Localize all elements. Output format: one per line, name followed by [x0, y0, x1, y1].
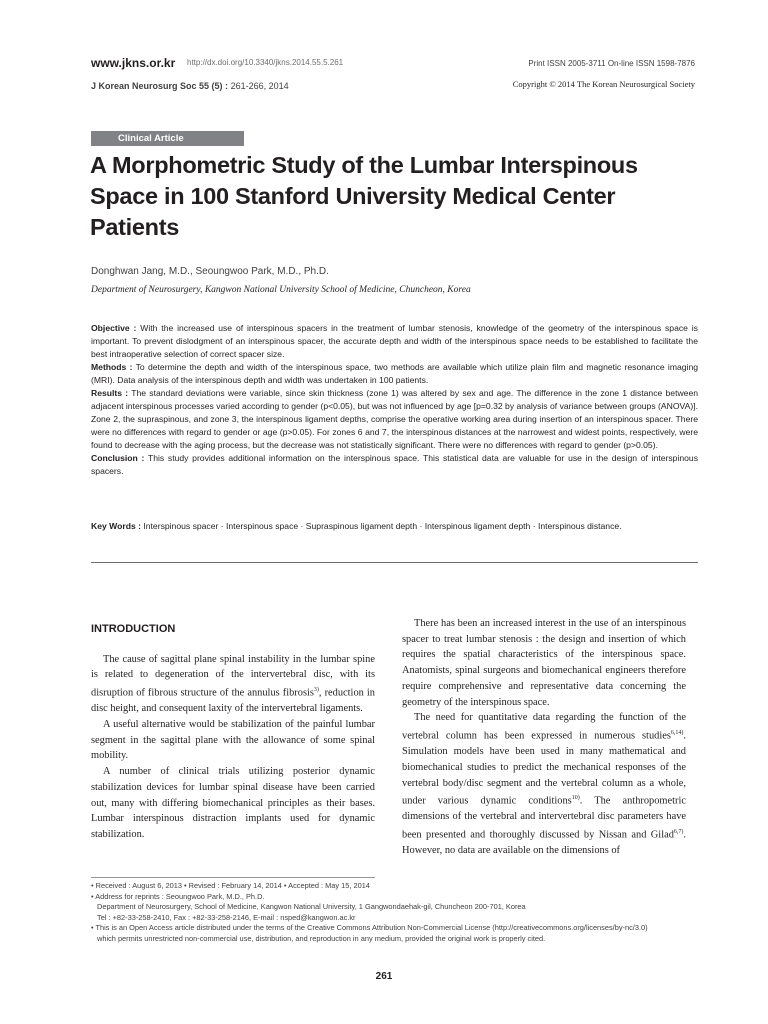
objective-label: Objective : [91, 323, 137, 333]
results-label: Results : [91, 388, 129, 398]
paragraph: A number of clinical trials utilizing posterior dynamic stabilization devices for lumbar spinal disease have been carried out, many with differing biomechanical principles as their bases. Lumbar interspinous distraction implants used for dynamic stabilization. [91, 766, 375, 840]
conclusion-text: This study provides additional information on the interspinous space. This statistical data are valuable for use in the design of interspinous spacers. [91, 453, 699, 476]
journal-name: J Korean Neurosurg Soc 55 (5) : [91, 81, 229, 91]
authors: Donghwan Jang, M.D., Seoungwoo Park, M.D., Ph.D. [91, 266, 329, 277]
article-title: A Morphometric Study of the Lumbar Interspinous Space in 100 Stanford University Medical Center Patients [90, 152, 638, 240]
footnote-license: • This is an Open Access article distributed under the terms of the Creative Commons Attribution Non-Commercial License (http://creativecommons.org/licenses/by-nc/3.0) [91, 923, 648, 933]
citation-ref[interactable]: 6,7) [673, 829, 684, 836]
abstract-objective [91, 322, 698, 361]
paragraph-text: The need for quantitative data regarding the function of the vertebral column has been expressed in numerous studies [402, 712, 686, 742]
article-type-badge: Clinical Article [91, 131, 244, 146]
methods-text: To determine the depth and width of the interspinous space, two methods are available which utilize plain film and magnetic resonance imaging (MRI). Data analysis of the interspinous depth and width was undertaken in 100 patients. [91, 362, 699, 385]
introduction-heading: INTRODUCTION [91, 623, 176, 635]
paragraph-text: . However, no data are available on the dimensions of [402, 829, 686, 857]
body-column-left [91, 616, 375, 843]
footnote-address: Department of Neurosurgery, School of Medicine, Kangwon National University, 1 Gangwondaehak-gil, Chuncheon 200-701, Korea [97, 902, 526, 912]
footnote-license-cont: which permits unrestricted non-commercial use, distribution, and reproduction in any medium, provided the original work is properly cited. [97, 933, 546, 943]
citation-ref[interactable]: 3) [313, 687, 319, 694]
objective-text: With the increased use of interspinous spacers in the treatment of lumbar stenosis, knowledge of the geometry of the interspinous space is important. To prevent dislodgment of an interspinous spacer, the accurate depth and width of the interspinous space needs to be established to facilitate the best intraoperative selection of correct spacer size. [91, 323, 698, 359]
paragraph-text: The cause of sagittal plane spinal instability in the lumbar spine is related to degeneration of the intervertebral disc, with its disruption of fibrous structure of the annulus fibrosis [91, 653, 375, 699]
footnote-divider [91, 877, 375, 878]
footnote-contact: Tel : +82-33-258-2410, Fax : +82-33-258-2146, E-mail : nsped@kangwon.ac.kr [97, 912, 356, 922]
results-text: The standard deviations were variable, since skin thickness (zone 1) was altered by sex and age. The difference in the zone 1 distance between adjacent interspinous processes varied according to gender (p<0.05), but was not influenced by age [p=0.32 by analysis of variance between groups (ANOVA)]. Zone 2, the supraspinous, and zone 3, the interspinous ligament depths, comprise the operative working area during insertion of an interspinous spacer. There were no differences with regard to gender or age (p>0.05). For zones 6 and 7, the interspinous distances at the narrowest and widest points, respectively, were found to decrease with the aging process, but the decrease was not statistically significant. There were no differences with regard to gender (p>0.05). [91, 388, 699, 450]
keywords-label: Key Words : [91, 521, 141, 531]
journal-citation [91, 81, 289, 91]
page-number: 261 [375, 971, 393, 982]
footnote-dates: • Received : August 6, 2013 • Revised : February 14, 2014 • Accepted : May 15, 2014 [91, 881, 370, 890]
abstract-results [91, 387, 698, 452]
footnotes [91, 881, 698, 945]
paragraph-text: . Simulation models have been used in many mathematical and biomechanical studies to predict the mechanical responses of the vertebral body/disc segment and the vertebral column as a whole, under various dynamic conditions [402, 730, 686, 807]
paragraph [402, 710, 686, 859]
paragraph: There has been an increased interest in the use of an interspinous spacer to treat lumbar stenosis : the design and insertion of which requires the spatial characteristics of the interspinous space. Anatomists, spinal surgeons and biomechanical engineers therefore require comprehensive and representative data concerning the geometry of the interspinous space. [402, 618, 686, 708]
paragraph-text: , reduction in disc height, and consequent laxity of the intervertebral ligaments. [91, 687, 375, 715]
journal-pages: 261-266, 2014 [230, 81, 289, 91]
keywords [91, 521, 698, 531]
paragraph [91, 652, 375, 717]
copyright: Copyright © 2014 The Korean Neurosurgical Society [512, 79, 695, 89]
conclusion-label: Conclusion : [91, 453, 145, 463]
abstract-methods [91, 361, 698, 387]
doi-link[interactable]: http://dx.doi.org/10.3340/jkns.2014.55.5.261 [187, 58, 344, 67]
footnote-address-label: • Address for reprints : Seoungwoo Park, M.D., Ph.D. [91, 891, 265, 901]
paragraph-text: . The anthropometric dimensions of the vertebral and intervertebral disc parameters have been presented and thoroughly discussed by Nissan and Gilad [402, 795, 686, 841]
paragraph: A useful alternative would be stabilization of the painful lumbar segment in the sagittal plane with the allowance of some spinal mobility. [91, 718, 375, 762]
body-column-right [402, 616, 686, 859]
abstract-conclusion [91, 452, 698, 478]
methods-label: Methods : [91, 362, 133, 372]
affiliation: Department of Neurosurgery, Kangwon National University School of Medicine, Chuncheon, Korea [91, 285, 471, 295]
keywords-text: Interspinous spacer · Interspinous space · Supraspinous ligament depth · Interspinous ligament depth · Interspinous distance. [143, 521, 622, 531]
issn: Print ISSN 2005-3711 On-line ISSN 1598-7876 [528, 59, 695, 68]
abstract [91, 322, 698, 478]
abstract-divider [91, 562, 698, 563]
citation-ref[interactable]: 6,14) [670, 729, 684, 736]
journal-website[interactable]: www.jkns.or.kr [91, 56, 176, 70]
citation-ref[interactable]: 10) [571, 795, 580, 802]
